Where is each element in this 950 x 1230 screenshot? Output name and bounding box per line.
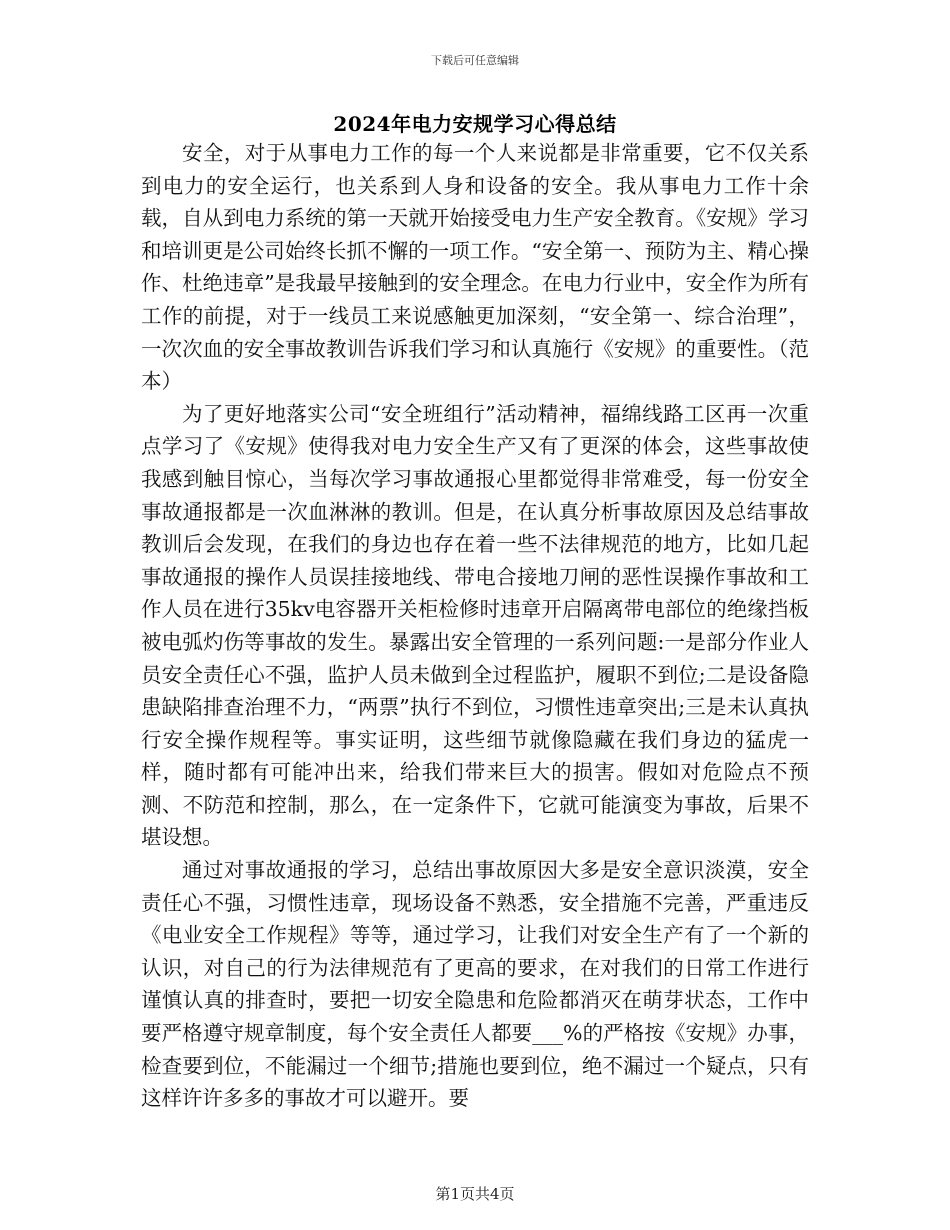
- document-title: 2024年电力安规学习心得总结: [333, 112, 617, 136]
- header-note: 下载后可任意编辑: [431, 54, 519, 67]
- paragraph: 通过对事故通报的学习，总结出事故原因大多是安全意识淡漠，安全责任心不强，习惯性违章，现场设备不熟悉，安全措施不完善，严重违反《电业安全工作规程》等等，通过学习，让我们对安全生产有了一个新的认识，对自己的行为法律规范有了更高的要求，在对我们的日常工作进行谨慎认真的排查时，要把一切安全隐患和危险都消灭在萌芽状态，工作中要严格遵守规章制度，每个安全责任人都要___%的严格按《安规》办事，检查要到位，不能漏过一个细节;措施也要到位，绝不漏过一个疑点，只有这样许许多多的事故才可以避开。要: [141, 858, 809, 1111]
- paragraph: 为了更好地落实公司“安全班组行”活动精神，福绵线路工区再一次重点学习了《安规》使得我对电力安全生产又有了更深的体会，这些事故使我感到触目惊心，当每次学习事故通报心里都觉得非常难受，每一份安全事故通报都是一次血淋淋的教训。但是，在认真分析事故原因及总结事故教训后会发现，在我们的身边也存在着一些不法律规范的地方，比如几起事故通报的操作人员误挂接地线、带电合接地刀闸的恶性误操作事故和工作人员在进行35kv电容器开关柜检修时违章开启隔离带电部位的绝缘挡板被电弧灼伤等事故的发生。暴露出安全管理的一系列问题:一是部分作业人员安全责任心不强，监护人员未做到全过程监护，履职不到位;二是设备隐患缺陷排查治理不力，“两票”执行不到位，习惯性违章突出;三是未认真执行安全操作规程等。事实证明，这些细节就像隐藏在我们身边的猛虎一样，随时都有可能冲出来，给我们带来巨大的损害。假如对危险点不预测、不防范和控制，那么，在一定条件下，它就可能演变为事故，后果不堪设想。: [141, 401, 809, 850]
- paragraph: 安全，对于从事电力工作的每一个人来说都是非常重要，它不仅关系到电力的安全运行，也关系到人身和设备的安全。我从事电力工作十余载，自从到电力系统的第一天就开始接受电力生产安全教育。《安规》学习和培训更是公司始终长抓不懈的一项工作。“安全第一、预防为主、精心操作、杜绝违章”是我最早接触到的安全理念。在电力行业中，安全作为所有工作的前提，对于一线员工来说感触更加深刻，“安全第一、综合治理”，一次次血的安全事故教训告诉我们学习和认真施行《安规》的重要性。（范本）: [141, 141, 809, 394]
- page-number: 第1页共4页: [435, 1185, 515, 1203]
- document-body: [141, 137, 809, 1115]
